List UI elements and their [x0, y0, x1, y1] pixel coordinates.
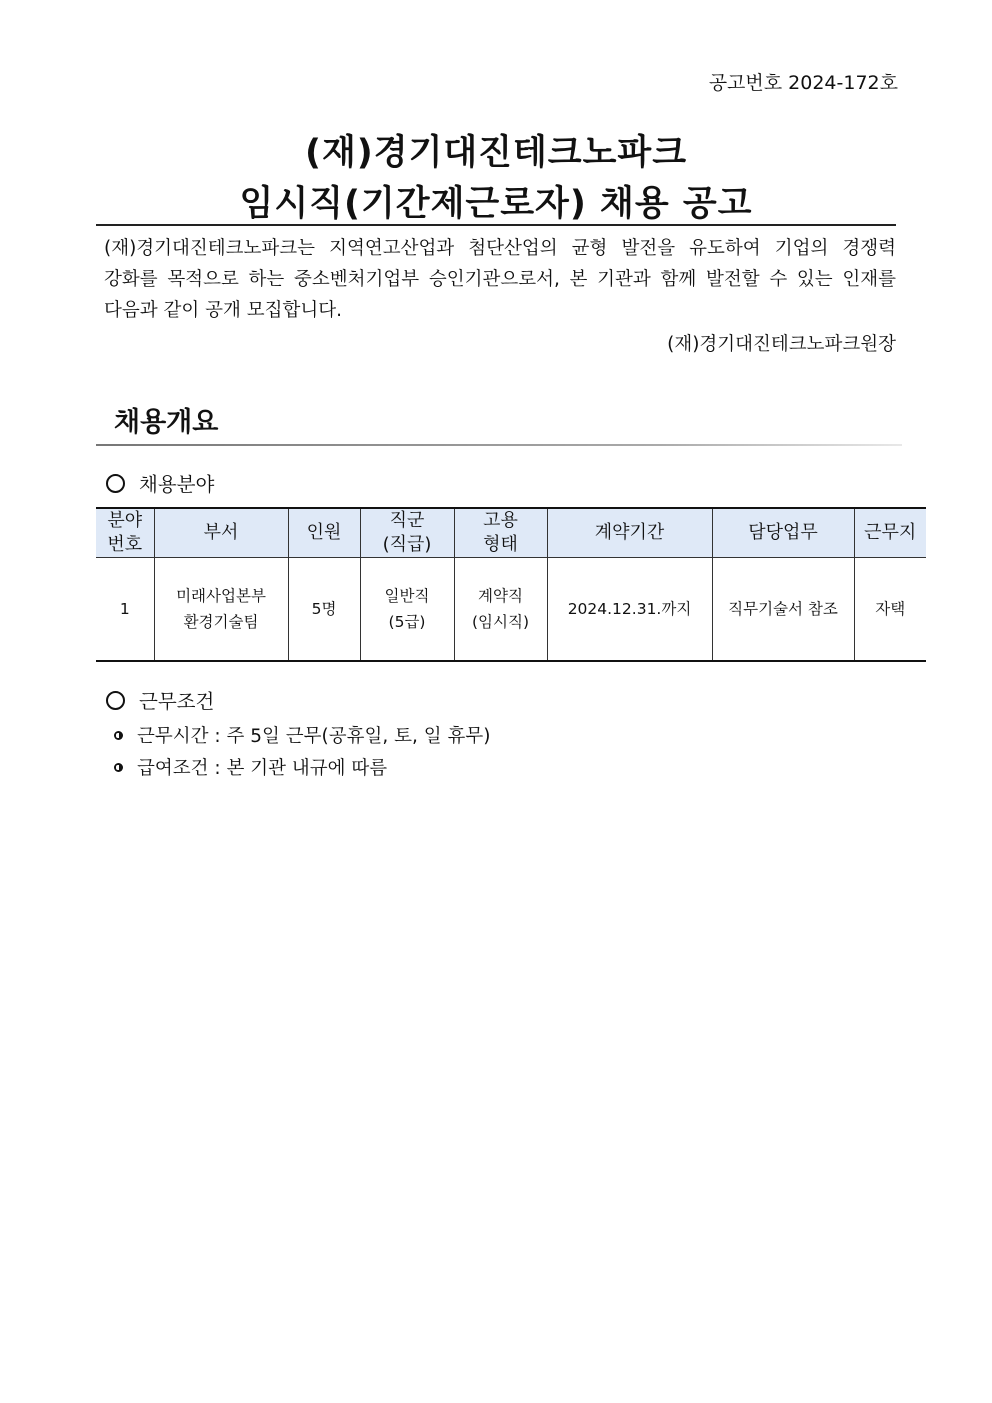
- bullet-icon: [114, 763, 123, 772]
- condition-work-hours: 근무시간 : 주 5일 근무(공휴일, 토, 일 휴무): [137, 726, 491, 747]
- notice-number: 공고번호 2024-172호: [708, 72, 898, 94]
- header-location: 근무지: [854, 508, 926, 558]
- bullet-icon: [114, 731, 123, 740]
- cell-grade: 일반직 (5급): [360, 558, 454, 662]
- title-divider: [96, 224, 896, 226]
- signer: (재)경기대진테크노파크원장: [667, 334, 896, 355]
- cell-duty: 직무기술서 참조: [712, 558, 854, 662]
- header-field-no: 분야 번호: [96, 508, 154, 558]
- conditions-heading-label: 근무조건: [139, 690, 215, 713]
- section-divider: [96, 444, 902, 446]
- cell-dept: 미래사업본부 환경기술팀: [154, 558, 288, 662]
- header-employment-type: 고용 형태: [454, 508, 547, 558]
- header-contract-period: 계약기간: [547, 508, 712, 558]
- page-title-announcement: 임시직(기간제근로자) 채용 공고: [239, 184, 753, 224]
- intro-paragraph: (재)경기대진테크노파크는 지역연고산업과 첨단산업의 균형 발전을 유도하여 기업의 경쟁력 강화를 목적으로 하는 중소벤처기업부 승인기관으로서, 본 기관과 함께 발전할 수 있는 인재를 다음과 같이 공개 모집합니다.: [104, 238, 896, 321]
- cell-employment-type: 계약직 (임시직): [454, 558, 547, 662]
- cell-field-no: 1: [96, 558, 154, 662]
- page-title-organization: (재)경기대진테크노파크: [304, 133, 688, 173]
- condition-salary: 급여조건 : 본 기관 내규에 따름: [137, 758, 388, 779]
- conditions-heading: [106, 686, 214, 714]
- header-headcount: 인원: [288, 508, 360, 558]
- cell-location: 자택: [854, 558, 926, 662]
- header-dept: 부서: [154, 508, 288, 558]
- recruit-table: [96, 507, 926, 662]
- table-header-row: [96, 508, 926, 558]
- cell-contract-period: 2024.12.31.까지: [547, 558, 712, 662]
- cell-headcount: 5명: [288, 558, 360, 662]
- circle-icon: [106, 691, 125, 710]
- recruit-field-heading: [106, 469, 214, 497]
- section-title: 채용개요: [114, 407, 219, 438]
- header-grade: 직군 (직급): [360, 508, 454, 558]
- list-item: [114, 719, 490, 751]
- conditions-list: [114, 719, 490, 783]
- circle-icon: [106, 474, 125, 493]
- table-row: [96, 558, 926, 662]
- recruit-field-heading-label: 채용분야: [139, 473, 215, 496]
- list-item: [114, 751, 490, 783]
- header-duty: 담당업무: [712, 508, 854, 558]
